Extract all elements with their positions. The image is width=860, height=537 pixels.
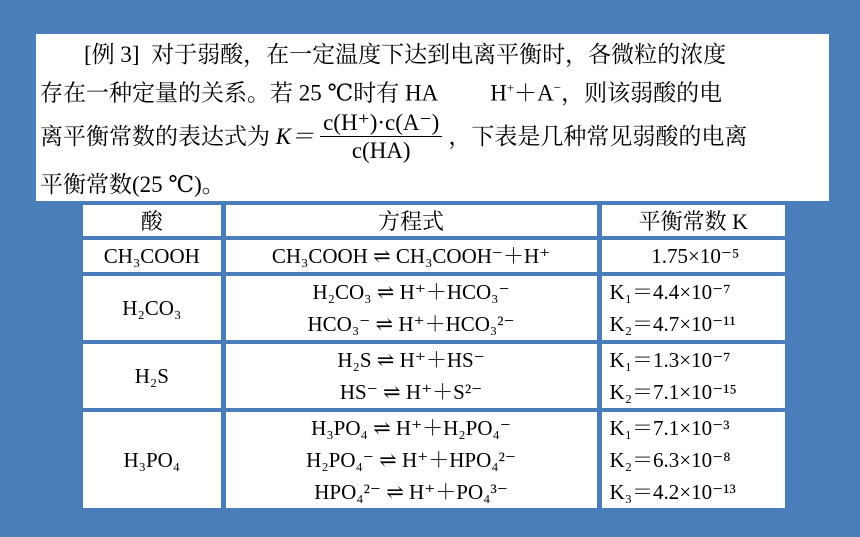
constant-line: K₃＝4.2×10⁻¹³ [609,480,736,504]
acid-cell: CH₃COOH [83,240,221,272]
equation-line: H₂PO₄⁻ ⇌ H⁺＋HPO₄²⁻ [306,448,516,472]
constant-line: K₂＝4.7×10⁻¹¹ [609,312,736,336]
acid-cell: H₂S [83,344,221,408]
equation-line: HCO₃⁻ ⇌ H⁺＋HCO₃²⁻ [307,312,515,336]
header-acid: 酸 [83,205,221,236]
table-row [83,344,785,408]
constant-line: K₂＝7.1×10⁻¹⁵ [609,380,737,404]
equation-line: HS⁻ ⇌ H⁺＋S²⁻ [339,380,483,404]
header-equation: 方程式 [226,205,597,236]
constants-table [78,201,790,512]
header-constant: 平衡常数 K [602,205,785,236]
constant-line: K₁＝1.3×10⁻⁷ [609,348,731,372]
problem-text [36,34,829,201]
constant-line: K₁＝4.4×10⁻⁷ [609,280,731,304]
table-row [83,240,785,272]
problem-line-1: [例 3] 对于弱酸，在一定温度下达到电离平衡时，各微粒的浓度 [84,42,727,67]
fraction-denominator: c(HA) [351,137,411,163]
equation-line: H₃PO₄ ⇌ H⁺＋H₂PO₄⁻ [311,416,511,440]
equation-line: CH₃COOH ⇌ CH₃COOH⁻＋H⁺ [271,244,551,268]
table-row [83,412,785,508]
constant-line: K₂＝6.3×10⁻⁸ [609,448,731,472]
problem-line-2: 存在一种定量的关系。若 25 ℃时有 HA H+＋A−，则该弱酸的电 [40,80,723,106]
example-label: [例 3] [84,42,140,67]
table-header-row [83,205,785,236]
table-row [83,276,785,340]
problem-line-3: 离平衡常数的表达式为 K＝ $\frac{c(H^+)\cdot c(A^-)}{c(HA)}$ ，下表是几种常见弱酸的电离 [40,109,748,163]
equation-line: H₂CO₃ ⇌ H⁺＋HCO₃⁻ [312,280,510,304]
acid-cell: H₃PO₄ [83,412,221,508]
equation-line: H₂S ⇌ H⁺＋HS⁻ [337,348,485,372]
equation-line: HPO₄²⁻ ⇌ H⁺＋PO₄³⁻ [314,480,508,504]
acid-cell: H₂CO₃ [83,276,221,340]
constant-line: K₁＝7.1×10⁻³ [609,416,730,440]
k-symbol: K＝ [275,123,315,149]
ka-fraction [320,109,442,164]
problem-line-4: 平衡常数(25 ℃)。 [40,172,225,197]
constant-line: 1.75×10⁻⁵ [651,244,740,268]
fraction-numerator: c(H⁺)·c(A⁻) [320,109,442,137]
